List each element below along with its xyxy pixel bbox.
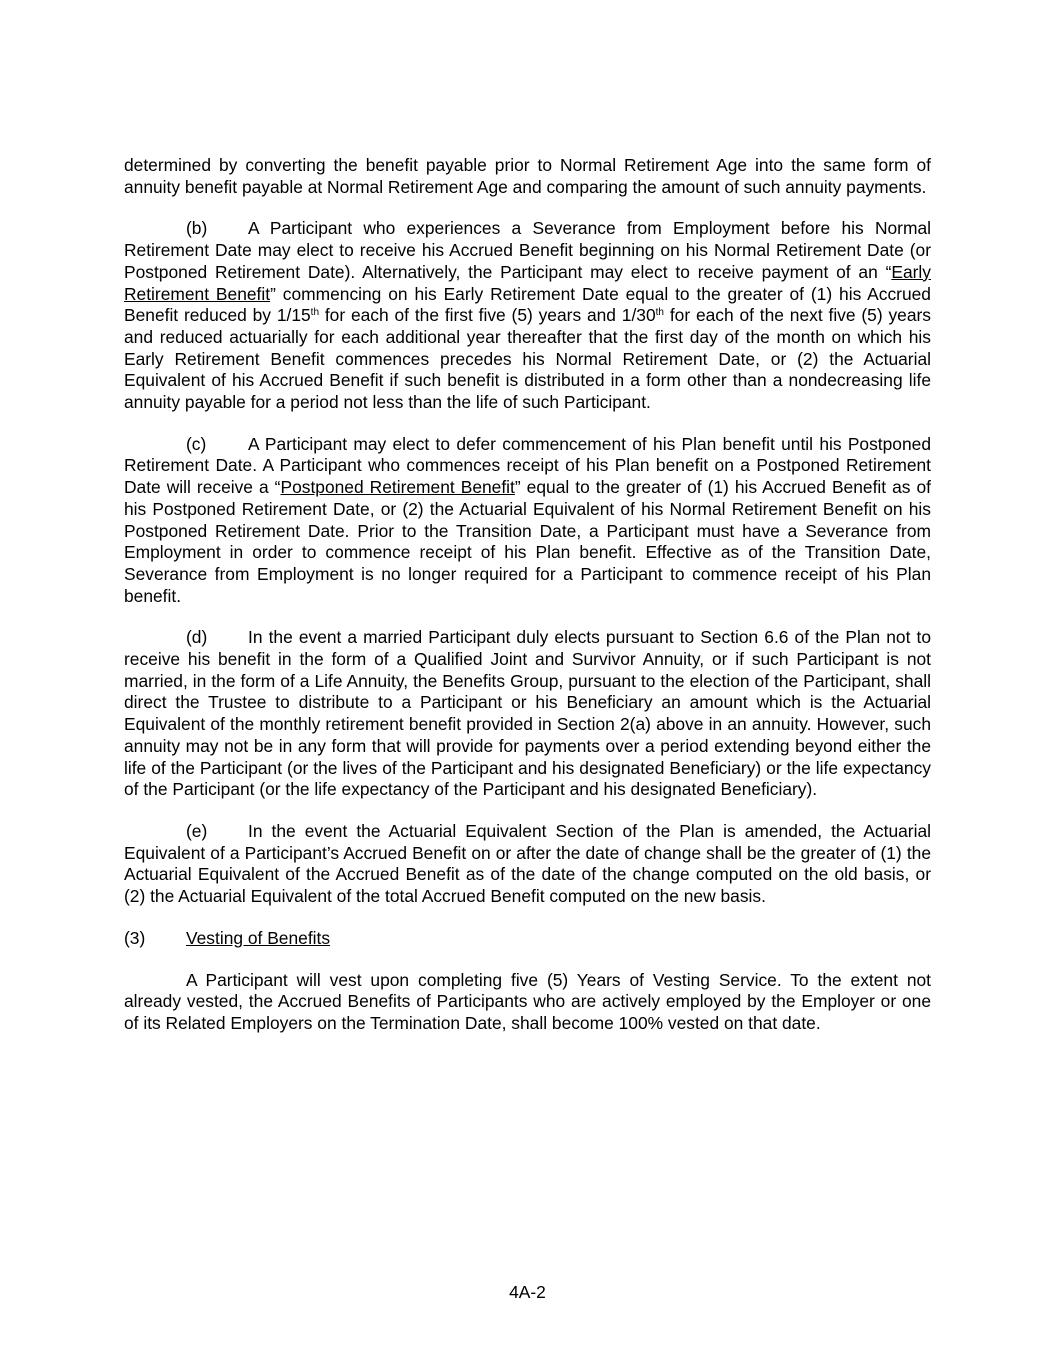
paragraph-b: (b) A Participant who experiences a Severance from Employment before his Normal Retirement Date may elect to receive his Accrued Benefit beginning on his Normal Retirement Date (or Postponed Retirement Date). Alternatively, the Participant may elect to receive payment of an “Early Retirement Benefit” commencing on his Early Retirement Date equal to the greater of (1) his Accrued Benefit reduced by 1/15th for each of the first five (5) years and 1/30th for each of the next five (5) years and reduced actuarially for each additional year thereafter that the first day of the month on which his Early Retirement Benefit commences precedes his Normal Retirement Date, or (2) the Actuarial Equivalent of his Accrued Benefit if such benefit is distributed in a form other than a nondecreasing life annuity payable for a period not less than the life of such Participant. <box>124 218 931 413</box>
section-3-paragraph: A Participant will vest upon completing five (5) Years of Vesting Service. To the extent not already vested, the Accrued Benefits of Participants who are actively employed by the Employer or one of its Related Employers on the Termination Date, shall become 100% vested on that date. <box>124 969 931 1033</box>
document-body <box>124 155 931 1035</box>
term-postponed-retirement-benefit: Postponed Retirement Benefit <box>280 477 515 498</box>
paragraph-d-label: (d) <box>186 627 208 648</box>
section-3-title: Vesting of Benefits <box>186 927 331 948</box>
paragraph-e-label: (e) <box>186 820 208 841</box>
section-3-number: (3) <box>124 927 146 948</box>
paragraph-b-label: (b) <box>186 218 208 239</box>
paragraph-c-label: (c) <box>186 433 207 454</box>
term-early-retirement-benefit: Early Retirement Benefit <box>124 261 931 304</box>
paragraph-c: (c) A Participant may elect to defer commencement of his Plan benefit until his Postponed Retirement Date. A Participant who commences receipt of his Plan benefit on a Postponed Retirement Date will receive a “Postponed Retirement Benefit” equal to the greater of (1) his Accrued Benefit as of his Postponed Retirement Date, or (2) the Actuarial Equivalent of his Normal Retirement Benefit on his Postponed Retirement Date. Prior to the Transition Date, a Participant must have a Severance from Employment in order to commence receipt of his Plan benefit. Effective as of the Transition Date, Severance from Employment is no longer required for a Participant to commence receipt of his Plan benefit. <box>124 433 932 606</box>
paragraph-e: (e) In the event the Actuarial Equivalent Section of the Plan is amended, the Actuarial Equivalent of a Participant’s Accrued Benefit on or after the date of change shall be the greater of (1) the Actuarial Equivalent of the Accrued Benefit as of the date of the change computed on the old basis, or (2) the Actuarial Equivalent of the total Accrued Benefit computed on the new basis. <box>124 820 931 907</box>
page-number: 4A-2 <box>509 1282 546 1302</box>
intro-paragraph: determined by converting the benefit payable prior to Normal Retirement Age into the same form of annuity benefit payable at Normal Retirement Age and comparing the amount of such annuity payments. <box>124 155 931 197</box>
paragraph-d: (d) In the event a married Participant duly elects pursuant to Section 6.6 of the Plan not to receive his benefit in the form of a Qualified Joint and Survivor Annuity, or if such Participant is not married, in the form of a Life Annuity, the Benefits Group, pursuant to the election of the Participant, shall direct the Trustee to distribute to a Participant or his Beneficiary an amount which is the Actuarial Equivalent of the monthly retirement benefit provided in Section 2(a) above in an annuity. However, such annuity may not be in any form that will provide for payments over a period extending beyond either the life of the Participant (or the lives of the Participant and his designated Beneficiary) or the life expectancy of the Participant (or the life expectancy of the Participant and his designated Beneficiary). <box>124 627 931 800</box>
section-3-heading <box>124 928 931 950</box>
